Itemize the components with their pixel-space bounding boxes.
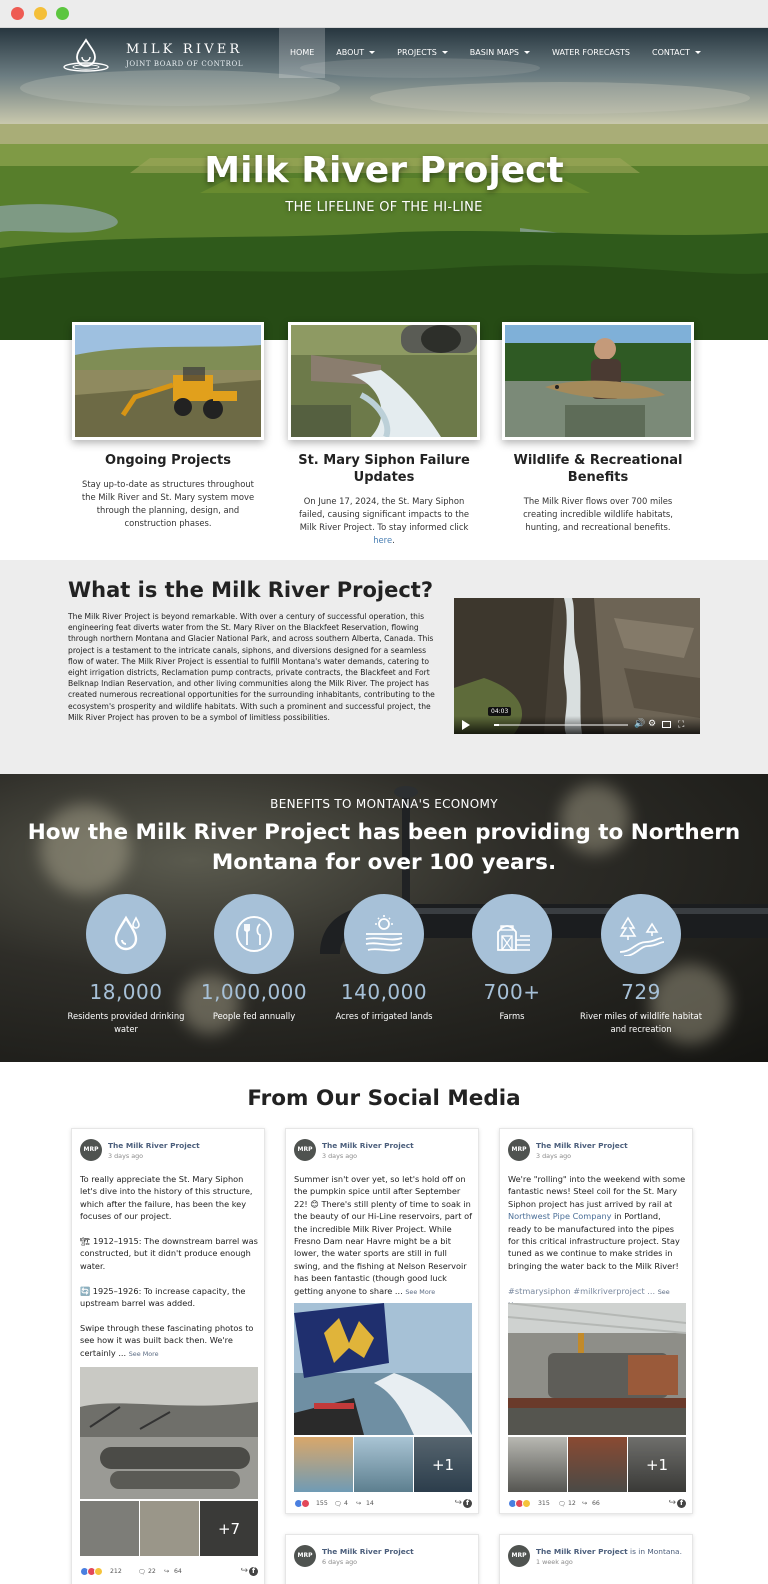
about-section: [0, 560, 768, 774]
post-photo-main[interactable]: [80, 1367, 258, 1499]
post-photo-thumb[interactable]: [294, 1436, 353, 1492]
post-photo-thumb[interactable]: [353, 1436, 413, 1492]
hero-title: Milk River Project: [204, 150, 564, 191]
feature-text: [288, 495, 480, 547]
northwest-pipe-company-link[interactable]: Northwest Pipe Company: [508, 1211, 612, 1222]
nav-home[interactable]: [279, 28, 325, 78]
reaction-icons[interactable]: [508, 1499, 529, 1508]
post-header: [294, 1139, 472, 1165]
nav-projects[interactable]: [386, 28, 459, 78]
comment-icon[interactable]: 🗨: [334, 1501, 342, 1508]
post-photo-main[interactable]: [508, 1303, 686, 1435]
nav-about[interactable]: [325, 28, 386, 78]
post-header: [80, 1139, 258, 1165]
nav-contact[interactable]: [641, 28, 712, 78]
stat-number: 729: [621, 980, 661, 1004]
post-date: 3 days ago: [322, 1152, 358, 1160]
reaction-icons[interactable]: [294, 1499, 308, 1508]
feature-text-end: .: [392, 535, 395, 545]
facebook-icon[interactable]: f: [463, 1499, 472, 1508]
benefits-title: [0, 818, 768, 878]
comment-count: 12: [568, 1500, 576, 1507]
post-photo-thumb[interactable]: [508, 1436, 567, 1492]
post-header: [294, 1545, 472, 1571]
social-post-card[interactable]: [499, 1128, 693, 1514]
share-count: 64: [174, 1568, 182, 1575]
chevron-down-icon: [369, 51, 375, 54]
stat-label: People fed annually: [212, 1011, 296, 1021]
close-window-icon[interactable]: [11, 7, 24, 20]
post-text: [294, 1173, 472, 1298]
benefits-title-text: How the Milk River Project has been providing to Northern Montana for over 100 years.: [27, 820, 741, 875]
love-reaction-icon: [301, 1499, 310, 1508]
chevron-down-icon: [695, 51, 701, 54]
stat-people-fed: [191, 894, 317, 1023]
about-text: The Milk River Project is beyond remarkable. With over a century of successful operation, this engineering feat diverts water from the St. Mary River on the Blackfeet Reservation, flowing through northern Montana and Glacier National Park, and across southern Alberta, Canada. This project is a testament to the intricate canals, siphons, and diversions designed for a seamless flow of water. The Milk River Project is essential to fulfill Montana's water demands, catering to eight irrigation districts, Reclamation pump contracts, private contracts, the Blackfeet and Fort Belknap Indian Reservation, and other living communities along the Milk River. The project has created numerous recreational opportunities for the surrounding inhabitants, contributing to the ecosystem's prosperity and wildlife habitats. With such a prominent and successful project, the Milk River Project has proven to be a symbol of limitless possibilities.: [68, 612, 435, 722]
video-progress-fill: [494, 724, 499, 726]
site-logo[interactable]: [60, 38, 250, 76]
play-icon[interactable]: [462, 720, 470, 730]
post-text: [80, 1173, 258, 1360]
video-time-tooltip: 04:03: [488, 707, 511, 716]
post-text: [508, 1173, 686, 1311]
irrigated-field-icon: [344, 894, 424, 974]
nav-home-label: HOME: [290, 48, 315, 57]
feature-card-ongoing-projects[interactable]: [72, 322, 264, 530]
post-photo-thumb-more[interactable]: [627, 1436, 686, 1492]
feature-text: The Milk River flows over 700 miles creating incredible wildlife habitats, hunting, and recreational benefits.: [523, 496, 673, 532]
stat-number: 18,000: [89, 980, 163, 1004]
hero-subtitle: THE LIFELINE OF THE HI-LINE: [285, 200, 483, 215]
see-more-link[interactable]: See: [657, 1287, 670, 1296]
stat-river-miles: [578, 894, 704, 1036]
social-post-card[interactable]: [285, 1128, 479, 1514]
stat-label: River miles of wildlife habitat and recreation: [579, 1011, 703, 1034]
avatar[interactable]: MRP: [80, 1139, 102, 1161]
post-paragraph: 🔄 1925–1926: To increase capacity, the upstream barrel was added.: [80, 1285, 246, 1309]
water-drop-icon: [86, 894, 166, 974]
siphon-updates-link[interactable]: here: [373, 535, 393, 545]
stat-label: Farms: [499, 1011, 525, 1021]
post-photo-thumb[interactable]: [80, 1500, 139, 1556]
stat-label: Acres of irrigated lands: [335, 1011, 433, 1021]
fullscreen-icon[interactable]: ⛶: [678, 720, 685, 730]
post-photo-thumb[interactable]: [567, 1436, 627, 1492]
share-count-icon: ↪: [164, 1568, 170, 1575]
nav-water-forecasts[interactable]: [541, 28, 641, 78]
avatar[interactable]: MRP: [294, 1139, 316, 1161]
nav-about-label: ABOUT: [336, 48, 365, 57]
wow-reaction-icon: [522, 1499, 531, 1508]
stat-farms: [449, 894, 575, 1023]
social-title: From Our Social Media: [247, 1086, 521, 1111]
feature-cards: [0, 322, 768, 560]
benefits-kicker: BENEFITS TO MONTANA'S ECONOMY: [270, 797, 498, 811]
reaction-count: 155: [316, 1500, 328, 1507]
feature-title: Wildlife & Recreational Benefits: [513, 453, 683, 485]
reaction-count: 212: [110, 1568, 122, 1575]
share-count: 14: [366, 1500, 374, 1507]
post-engagement: [294, 1497, 472, 1511]
post-paragraph: Summer isn't over yet, so let's hold off on the pumpkin spice until after September 22! 😊 There's still plenty of time to soak in the beauty of our Hi-Line reservoirs, part of the incredible Milk River Project. While Fresno Dam near Havre might be a bit lower, the water sports are still in full swing, and the fishing at Nelson Reservoir has been fantastic (though good luck getting anyone to share ...: [294, 1174, 472, 1296]
post-photo-thumb[interactable]: [139, 1500, 199, 1556]
post-author[interactable]: [536, 1547, 682, 1556]
feature-text: Stay up-to-date as structures throughout the Milk River and St. Mary system move through the planning, design, and construction phases.: [81, 479, 255, 528]
stat-label: Residents provided drinking water: [67, 1011, 185, 1034]
reaction-count: 315: [538, 1500, 550, 1507]
social-post-card[interactable]: [499, 1534, 693, 1584]
logo-name: MILK RIVER: [126, 42, 243, 57]
avatar[interactable]: MRP: [508, 1139, 530, 1161]
feature-text-part: On June 17, 2024, the St. Mary Siphon failed, causing significant impacts to the Milk River Project. To stay informed click: [298, 496, 470, 532]
avatar[interactable]: MRP: [508, 1545, 530, 1567]
post-date: 1 week ago: [536, 1558, 573, 1566]
post-paragraph: We're "rolling" into the weekend with some fantastic news! Steel coil for the St. Mary Siphon project has just arrived by rail at: [508, 1174, 686, 1209]
stat-number: 1,000,000: [200, 980, 308, 1004]
post-paragraph: Swipe through these fascinating photos to see how it was built back then. We're certainly ...: [80, 1322, 254, 1358]
feature-card-siphon-updates[interactable]: [288, 322, 480, 547]
river-trees-icon: [601, 894, 681, 974]
hero-banner: [0, 28, 768, 340]
chevron-down-icon: [442, 51, 448, 54]
benefits-section: [0, 774, 768, 1062]
share-icon[interactable]: ↪: [454, 1498, 462, 1508]
facebook-icon[interactable]: f: [677, 1499, 686, 1508]
waterfall-video-player[interactable]: [454, 598, 700, 734]
share-icon[interactable]: ↪: [240, 1566, 248, 1576]
post-author[interactable]: The Milk River Project: [322, 1547, 414, 1556]
post-photo-thumb-more[interactable]: [413, 1436, 472, 1492]
main-nav: [279, 28, 712, 78]
stat-irrigated-acres: [321, 894, 447, 1023]
post-date: 6 days ago: [322, 1558, 358, 1566]
share-count-icon: ↪: [356, 1500, 362, 1507]
post-paragraph: To really appreciate the St. Mary Siphon let's dive into the history of this structure, which after the failure, has been the key focuses of our project.: [80, 1174, 253, 1222]
more-photos-count: +7: [200, 1501, 258, 1556]
post-paragraph: 🏗 1912–1915: The downstream barrel was constructed, but it didn't produce enough water.: [80, 1236, 258, 1271]
maximize-window-icon[interactable]: [56, 7, 69, 20]
social-post-card[interactable]: [285, 1534, 479, 1584]
share-count: 66: [592, 1500, 600, 1507]
nav-basin-maps[interactable]: [459, 28, 541, 78]
post-author[interactable]: The Milk River Project: [108, 1141, 200, 1150]
more-photos-count: +1: [414, 1437, 472, 1492]
feature-title: Ongoing Projects: [105, 453, 231, 468]
stat-number: 700+: [483, 980, 541, 1004]
nav-basin-maps-label: BASIN MAPS: [469, 48, 519, 57]
stat-residents: [63, 894, 189, 1036]
social-post-card[interactable]: [71, 1128, 265, 1584]
comment-count: 4: [344, 1500, 348, 1507]
volume-icon[interactable]: 🔊: [634, 719, 646, 729]
post-author[interactable]: The Milk River Project: [536, 1141, 628, 1150]
feature-title: St. Mary Siphon Failure Updates: [298, 453, 470, 485]
share-count-icon: ↪: [582, 1500, 588, 1507]
post-engagement: [508, 1497, 686, 1511]
comment-icon[interactable]: 🗨: [138, 1569, 146, 1576]
post-hashtags[interactable]: #stmarysiphon #milkriverproject ...: [508, 1285, 656, 1296]
post-author-name[interactable]: The Milk River Project: [536, 1547, 628, 1556]
wow-reaction-icon: [94, 1567, 103, 1576]
post-engagement: [80, 1565, 258, 1579]
logo-subtitle: JOINT BOARD OF CONTROL: [126, 60, 244, 68]
comment-icon[interactable]: 🗨: [558, 1501, 566, 1508]
avatar[interactable]: MRP: [294, 1545, 316, 1567]
stat-number: 140,000: [340, 980, 428, 1004]
gear-icon[interactable]: ⚙: [648, 719, 657, 729]
nav-contact-label: CONTACT: [651, 48, 690, 57]
siphon-failure-photo: [288, 322, 480, 440]
see-more-link[interactable]: See More: [405, 1287, 436, 1296]
comment-count: 22: [148, 1568, 156, 1575]
reaction-icons[interactable]: [80, 1567, 101, 1576]
nav-water-forecasts-label: WATER FORECASTS: [552, 48, 630, 57]
post-header: [508, 1545, 686, 1571]
post-paragraph-end: in Portland, ready to be manufactured into the pipes for this critical infrastructure project. Stay tuned as we continue to make strides in bringing the water back to the Milk River!: [508, 1211, 680, 1271]
plate-utensils-icon: [214, 894, 294, 974]
post-photo-thumb-more[interactable]: [199, 1500, 258, 1556]
post-date: 3 days ago: [536, 1152, 572, 1160]
picture-in-picture-icon[interactable]: [662, 721, 671, 728]
share-icon[interactable]: ↪: [668, 1498, 676, 1508]
feature-card-wildlife[interactable]: [502, 322, 694, 534]
minimize-window-icon[interactable]: [34, 7, 47, 20]
video-controls: [454, 708, 700, 734]
post-photo-main[interactable]: [294, 1303, 472, 1435]
about-title: What is the Milk River Project?: [68, 578, 434, 602]
more-photos-count: +1: [628, 1437, 686, 1492]
post-location: is in Montana.: [627, 1547, 682, 1556]
post-author[interactable]: The Milk River Project: [322, 1141, 414, 1150]
fisherman-photo: [502, 322, 694, 440]
see-more-link[interactable]: See More: [128, 1349, 159, 1358]
video-progress-track[interactable]: [494, 724, 628, 726]
chevron-down-icon: [524, 51, 530, 54]
nav-projects-label: PROJECTS: [397, 48, 437, 57]
barn-icon: [472, 894, 552, 974]
browser-chrome: [0, 0, 768, 28]
post-date: 3 days ago: [108, 1152, 144, 1160]
backhoe-photo: [72, 322, 264, 440]
facebook-icon[interactable]: f: [249, 1567, 258, 1576]
water-drop-logo-icon: [60, 38, 112, 74]
post-header: [508, 1139, 686, 1165]
